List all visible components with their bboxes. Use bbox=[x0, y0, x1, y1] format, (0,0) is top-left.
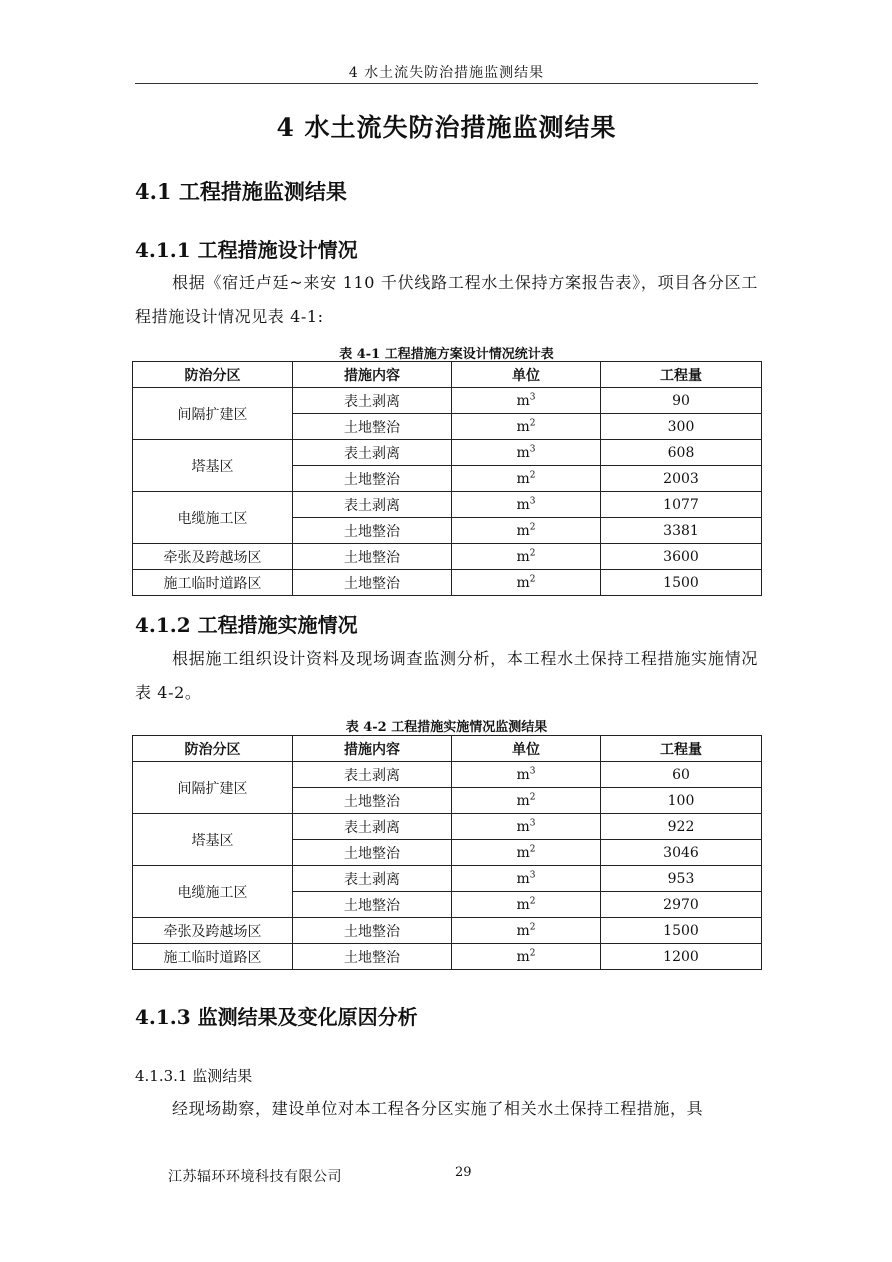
unit-cell: $m^3$ bbox=[452, 388, 601, 414]
measure-cell: 土地整治 bbox=[293, 414, 452, 440]
header-cell: 单位 bbox=[452, 736, 601, 762]
zone-cell: 牵张及跨越场区 bbox=[133, 544, 293, 570]
table-row bbox=[133, 544, 762, 570]
quantity-cell: 1077 bbox=[601, 492, 762, 518]
unit-cell: $m^3$ bbox=[452, 762, 601, 788]
header-cell: 单位 bbox=[452, 362, 601, 388]
section-heading-4-1-3: 4.1.3 监测结果及变化原因分析 bbox=[135, 1005, 418, 1029]
unit-cell: $m^3$ bbox=[452, 440, 601, 466]
measure-cell: 表土剥离 bbox=[293, 492, 452, 518]
unit-cell: $m^2$ bbox=[452, 570, 601, 596]
header-cell: 防治分区 bbox=[133, 736, 293, 762]
section-heading-4-1-3-1: 4.1.3.1 监测结果 bbox=[135, 1067, 253, 1085]
measure-cell: 土地整治 bbox=[293, 544, 452, 570]
zone-cell: 电缆施工区 bbox=[133, 866, 293, 918]
header-cell: 措施内容 bbox=[293, 362, 452, 388]
quantity-cell: 60 bbox=[601, 762, 762, 788]
zone-cell: 塔基区 bbox=[133, 814, 293, 866]
measure-cell: 表土剥离 bbox=[293, 866, 452, 892]
footer-company: 江苏辐环环境科技有限公司 bbox=[168, 1169, 342, 1185]
quantity-cell: 953 bbox=[601, 866, 762, 892]
quantity-cell: 1500 bbox=[601, 570, 762, 596]
measure-cell: 土地整治 bbox=[293, 788, 452, 814]
table-header-row bbox=[133, 362, 762, 388]
quantity-cell: 1200 bbox=[601, 944, 762, 970]
measure-cell: 表土剥离 bbox=[293, 388, 452, 414]
quantity-cell: 300 bbox=[601, 414, 762, 440]
measure-cell: 土地整治 bbox=[293, 570, 452, 596]
table-row bbox=[133, 762, 762, 788]
measure-cell: 表土剥离 bbox=[293, 440, 452, 466]
measure-cell: 表土剥离 bbox=[293, 762, 452, 788]
running-header: 4 水土流失防治措施监测结果 bbox=[348, 65, 545, 81]
table-row bbox=[133, 440, 762, 466]
unit-cell: $m^2$ bbox=[452, 466, 601, 492]
unit-cell: $m^2$ bbox=[452, 918, 601, 944]
measure-cell: 土地整治 bbox=[293, 518, 452, 544]
unit-cell: $m^2$ bbox=[452, 414, 601, 440]
unit-cell: $m^2$ bbox=[452, 840, 601, 866]
header-cell: 工程量 bbox=[601, 362, 762, 388]
unit-cell: $m^2$ bbox=[452, 518, 601, 544]
quantity-cell: 90 bbox=[601, 388, 762, 414]
table-1-caption: 表 4-1 工程措施方案设计情况统计表 bbox=[339, 347, 554, 362]
section-heading-4-1: 4.1 工程措施监测结果 bbox=[135, 179, 347, 204]
quantity-cell: 3381 bbox=[601, 518, 762, 544]
header-cell: 防治分区 bbox=[133, 362, 293, 388]
table-2 bbox=[132, 735, 762, 970]
header-cell: 工程量 bbox=[601, 736, 762, 762]
header-cell: 措施内容 bbox=[293, 736, 452, 762]
unit-cell: $m^2$ bbox=[452, 944, 601, 970]
zone-cell: 牵张及跨越场区 bbox=[133, 918, 293, 944]
table-row bbox=[133, 570, 762, 596]
unit-cell: $m^3$ bbox=[452, 866, 601, 892]
quantity-cell: 2003 bbox=[601, 466, 762, 492]
zone-cell: 间隔扩建区 bbox=[133, 388, 293, 440]
table-row bbox=[133, 814, 762, 840]
zone-cell: 电缆施工区 bbox=[133, 492, 293, 544]
quantity-cell: 3600 bbox=[601, 544, 762, 570]
quantity-cell: 1500 bbox=[601, 918, 762, 944]
table-row bbox=[133, 492, 762, 518]
unit-cell: $m^3$ bbox=[452, 814, 601, 840]
table-row bbox=[133, 944, 762, 970]
table-row bbox=[133, 918, 762, 944]
table-row bbox=[133, 388, 762, 414]
table-header-row bbox=[133, 736, 762, 762]
zone-cell: 施工临时道路区 bbox=[133, 570, 293, 596]
measure-cell: 土地整治 bbox=[293, 892, 452, 918]
unit-cell: $m^2$ bbox=[452, 544, 601, 570]
quantity-cell: 100 bbox=[601, 788, 762, 814]
unit-cell: $m^2$ bbox=[452, 892, 601, 918]
quantity-cell: 922 bbox=[601, 814, 762, 840]
section-heading-4-1-2: 4.1.2 工程措施实施情况 bbox=[135, 613, 358, 637]
table-2-caption: 表 4-2 工程措施实施情况监测结果 bbox=[345, 720, 548, 735]
section-heading-4-1-1: 4.1.1 工程措施设计情况 bbox=[135, 238, 358, 262]
paragraph-4-1-2: 根据施工组织设计资料及现场调查监测分析，本工程水土保持工程措施实施情况表 4-2。 bbox=[135, 649, 758, 702]
zone-cell: 间隔扩建区 bbox=[133, 762, 293, 814]
quantity-cell: 608 bbox=[601, 440, 762, 466]
measure-cell: 土地整治 bbox=[293, 840, 452, 866]
measure-cell: 表土剥离 bbox=[293, 814, 452, 840]
zone-cell: 施工临时道路区 bbox=[133, 944, 293, 970]
paragraph-4-1-1: 根据《宿迁卢廷~来安 110 千伏线路工程水土保持方案报告表》，项目各分区工程措施设计情况见表 4-1: bbox=[135, 273, 758, 326]
chapter-title: 4 水土流失防治措施监测结果 bbox=[276, 113, 617, 142]
measure-cell: 土地整治 bbox=[293, 466, 452, 492]
measure-cell: 土地整治 bbox=[293, 918, 452, 944]
paragraph-4-1-3-1: 经现场勘察，建设单位对本工程各分区实施了相关水土保持工程措施，具 bbox=[172, 1099, 704, 1118]
table-1 bbox=[132, 361, 762, 596]
zone-cell: 塔基区 bbox=[133, 440, 293, 492]
header-rule bbox=[135, 83, 758, 84]
quantity-cell: 2970 bbox=[601, 892, 762, 918]
page-number: 29 bbox=[455, 1165, 472, 1180]
unit-cell: $m^2$ bbox=[452, 788, 601, 814]
table-row bbox=[133, 866, 762, 892]
quantity-cell: 3046 bbox=[601, 840, 762, 866]
measure-cell: 土地整治 bbox=[293, 944, 452, 970]
unit-cell: $m^3$ bbox=[452, 492, 601, 518]
